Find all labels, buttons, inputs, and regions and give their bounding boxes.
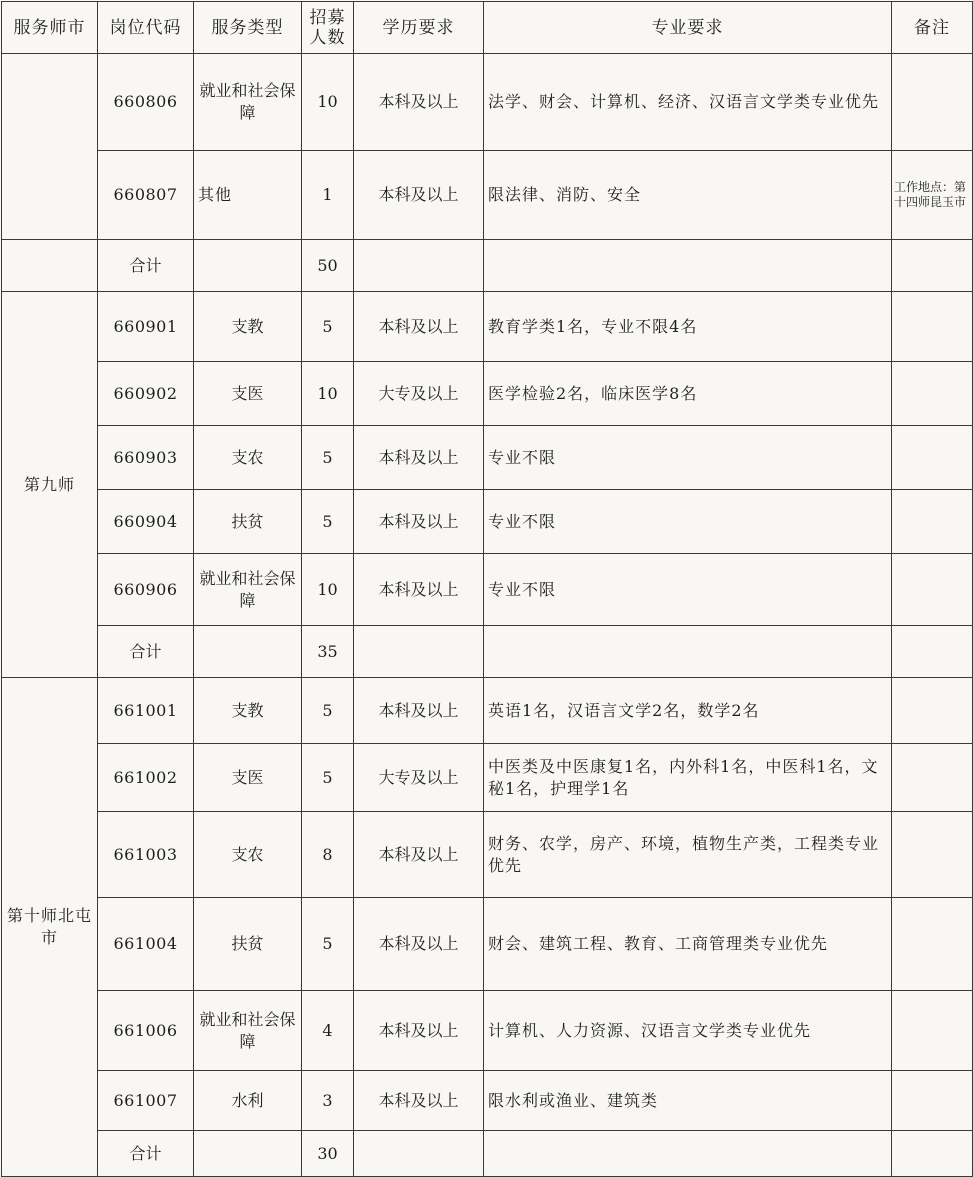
empty-cell [354, 626, 484, 678]
total-row [2, 626, 973, 678]
service-type: 就业和社会保障 [194, 54, 302, 151]
major-req: 财务、农学，房产、环境，植物生产类，工程类专业优先 [484, 812, 892, 898]
recruit-count: 10 [302, 362, 354, 426]
service-type: 支农 [194, 426, 302, 490]
header-count [302, 2, 354, 54]
position-code: 661003 [98, 812, 194, 898]
division-cell: 第九师 [2, 292, 98, 678]
total-row [2, 1131, 973, 1177]
table-row [2, 490, 973, 554]
remark-cell [892, 678, 973, 744]
recruit-count: 1 [302, 151, 354, 240]
education-req: 本科及以上 [354, 292, 484, 362]
major-req: 法学、财会、计算机、经济、汉语言文学类专业优先 [484, 54, 892, 151]
service-type: 扶贫 [194, 490, 302, 554]
table-row [2, 898, 973, 991]
education-req: 本科及以上 [354, 678, 484, 744]
major-req: 财会、建筑工程、教育、工商管理类专业优先 [484, 898, 892, 991]
table-row [2, 554, 973, 626]
header-education: 学历要求 [354, 2, 484, 54]
table-row [2, 744, 973, 812]
table-row [2, 991, 973, 1071]
service-type: 支医 [194, 362, 302, 426]
position-code: 661002 [98, 744, 194, 812]
division-cell: 第十师北屯市 [2, 678, 98, 1177]
total-label: 合计 [98, 240, 194, 292]
total-label: 合计 [98, 626, 194, 678]
recruit-count: 5 [302, 426, 354, 490]
service-type: 支教 [194, 678, 302, 744]
empty-cell [892, 626, 973, 678]
table-row [2, 426, 973, 490]
service-type: 支农 [194, 812, 302, 898]
remark-cell [892, 292, 973, 362]
total-count: 30 [302, 1131, 354, 1177]
empty-cell [354, 1131, 484, 1177]
remark-cell [892, 554, 973, 626]
recruit-count: 5 [302, 678, 354, 744]
recruitment-table [1, 1, 973, 1177]
major-req: 英语1名，汉语言文学2名，数学2名 [484, 678, 892, 744]
empty-cell [892, 240, 973, 292]
position-code: 660806 [98, 54, 194, 151]
service-type: 就业和社会保障 [194, 554, 302, 626]
table-row [2, 54, 973, 151]
remark-cell [892, 744, 973, 812]
empty-cell [484, 240, 892, 292]
service-type: 扶贫 [194, 898, 302, 991]
position-code: 660901 [98, 292, 194, 362]
total-label: 合计 [98, 1131, 194, 1177]
education-req: 本科及以上 [354, 54, 484, 151]
education-req: 本科及以上 [354, 991, 484, 1071]
empty-cell [194, 1131, 302, 1177]
recruit-count: 3 [302, 1071, 354, 1131]
education-req: 本科及以上 [354, 812, 484, 898]
education-req: 本科及以上 [354, 490, 484, 554]
recruit-count: 10 [302, 554, 354, 626]
position-code: 660904 [98, 490, 194, 554]
table-row [2, 678, 973, 744]
remark-cell [892, 490, 973, 554]
empty-cell [892, 1131, 973, 1177]
header-code: 岗位代码 [98, 2, 194, 54]
remark-cell [892, 426, 973, 490]
empty-cell [484, 626, 892, 678]
service-type: 就业和社会保障 [194, 991, 302, 1071]
recruit-count: 5 [302, 744, 354, 812]
table-row [2, 292, 973, 362]
education-req: 大专及以上 [354, 744, 484, 812]
major-req: 专业不限 [484, 490, 892, 554]
header-row [2, 2, 973, 54]
position-code: 660807 [98, 151, 194, 240]
recruit-count: 5 [302, 898, 354, 991]
empty-cell [194, 240, 302, 292]
education-req: 本科及以上 [354, 898, 484, 991]
service-type: 水利 [194, 1071, 302, 1131]
education-req: 大专及以上 [354, 362, 484, 426]
position-code: 660906 [98, 554, 194, 626]
major-req: 专业不限 [484, 426, 892, 490]
header-count-line2: 人数 [309, 27, 346, 48]
education-req: 本科及以上 [354, 151, 484, 240]
service-type: 其他 [194, 151, 302, 240]
position-code: 661001 [98, 678, 194, 744]
education-req: 本科及以上 [354, 554, 484, 626]
major-req: 计算机、人力资源、汉语言文学类专业优先 [484, 991, 892, 1071]
position-code: 661007 [98, 1071, 194, 1131]
education-req: 本科及以上 [354, 426, 484, 490]
major-req: 限水利或渔业、建筑类 [484, 1071, 892, 1131]
empty-cell [484, 1131, 892, 1177]
empty-cell [194, 626, 302, 678]
remark-cell [892, 991, 973, 1071]
major-req: 中医类及中医康复1名，内外科1名，中医科1名，文秘1名，护理学1名 [484, 744, 892, 812]
service-type: 支教 [194, 292, 302, 362]
major-req: 专业不限 [484, 554, 892, 626]
service-type: 支医 [194, 744, 302, 812]
header-type: 服务类型 [194, 2, 302, 54]
recruit-count: 8 [302, 812, 354, 898]
total-count: 50 [302, 240, 354, 292]
total-row [2, 240, 973, 292]
recruit-count: 5 [302, 490, 354, 554]
header-major: 专业要求 [484, 2, 892, 54]
recruit-count: 5 [302, 292, 354, 362]
header-division: 服务师市 [2, 2, 98, 54]
position-code: 660902 [98, 362, 194, 426]
header-remark: 备注 [892, 2, 973, 54]
remark-cell [892, 812, 973, 898]
major-req: 教育学类1名，专业不限4名 [484, 292, 892, 362]
remark-cell [892, 362, 973, 426]
recruit-count: 10 [302, 54, 354, 151]
division-cell [2, 54, 98, 240]
table-row [2, 362, 973, 426]
table-row [2, 1071, 973, 1131]
remark-cell [892, 898, 973, 991]
position-code: 661006 [98, 991, 194, 1071]
empty-cell [354, 240, 484, 292]
major-req: 医学检验2名，临床医学8名 [484, 362, 892, 426]
position-code: 660903 [98, 426, 194, 490]
division-cell-empty [2, 240, 98, 292]
remark-cell [892, 54, 973, 151]
total-count: 35 [302, 626, 354, 678]
position-code: 661004 [98, 898, 194, 991]
table-row [2, 812, 973, 898]
education-req: 本科及以上 [354, 1071, 484, 1131]
recruit-count: 4 [302, 991, 354, 1071]
major-req: 限法律、消防、安全 [484, 151, 892, 240]
header-count-line1: 招募 [309, 7, 346, 28]
remark-cell: 工作地点：第十四师昆玉市 [892, 151, 973, 240]
table-row [2, 151, 973, 240]
remark-cell [892, 1071, 973, 1131]
